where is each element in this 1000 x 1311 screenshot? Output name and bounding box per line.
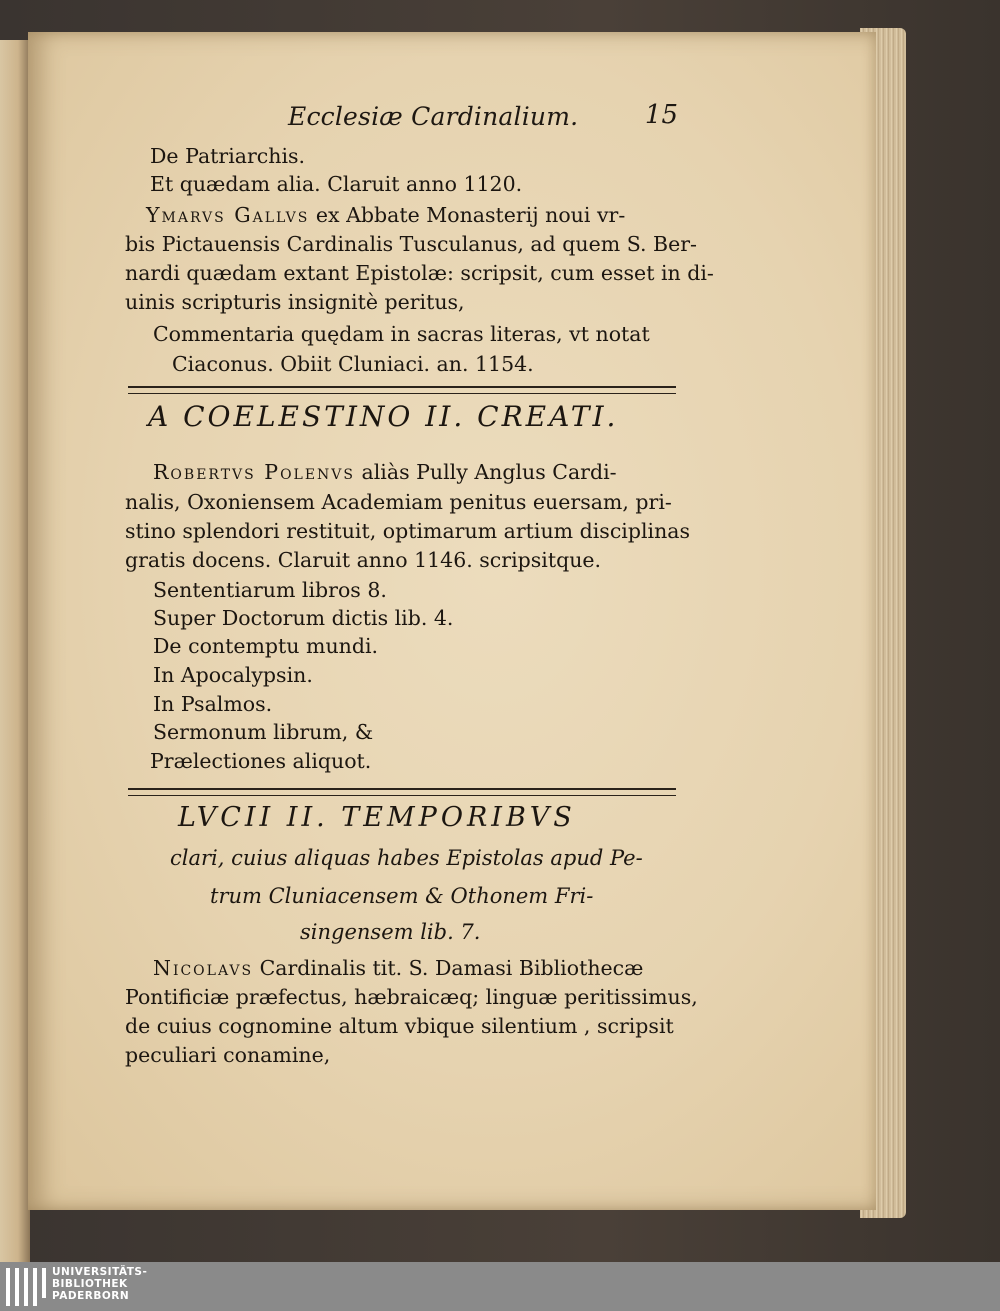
list-item: In Apocalypsin. — [153, 663, 313, 687]
list-item: Sententiarum libros 8. — [153, 578, 387, 602]
text-line: bis Pictauensis Cardinalis Tusculanus, ad quem S. Ber- — [125, 232, 697, 256]
entry-name: Ymarvs Gallvs — [146, 203, 310, 227]
entry-name: Nicolavs — [153, 956, 254, 980]
list-item: In Psalmos. — [153, 692, 273, 716]
text-line: gratis docens. Claruit anno 1146. scripsitque. — [125, 548, 602, 572]
text-line: Et quædam alia. Claruit anno 1120. — [150, 172, 523, 196]
text-line: peculiari conamine, — [125, 1043, 331, 1067]
library-logo-icon — [6, 1268, 46, 1306]
subheading-line: trum Cluniacensem & Othonem Fri- — [210, 884, 594, 908]
section-rule — [128, 386, 676, 394]
page-header — [118, 98, 678, 138]
text-line: nardi quædam extant Epistolæ: scripsit, cum esset in di- — [125, 261, 714, 285]
section-rule — [128, 788, 676, 796]
facing-page-edge — [0, 40, 30, 1262]
section-heading: A COELESTINO II. CREATI. — [148, 400, 619, 433]
text-line: nalis, Oxoniensem Academiam penitus euersam, pri- — [125, 490, 672, 514]
entry-robertus — [153, 460, 617, 484]
text-line: de cuius cognomine altum vbique silentium , scripsit — [125, 1014, 674, 1038]
entry-nicolaus — [153, 956, 643, 980]
list-item: Super Doctorum dictis lib. 4. — [153, 606, 454, 630]
library-name-line: UNIVERSITÄTS- — [52, 1266, 148, 1278]
text-line: Commentaria quędam in sacras literas, vt notat — [153, 322, 650, 346]
text-line: De Patriarchis. — [150, 144, 306, 168]
text-line: stino splendori restituit, optimarum artium disciplinas — [125, 519, 691, 543]
running-head: Ecclesiæ Cardinalium. — [288, 102, 579, 131]
list-item: De contemptu mundi. — [153, 634, 379, 658]
list-item: Sermonum librum, & — [153, 720, 374, 744]
library-name-line: PADERBORN — [52, 1290, 130, 1302]
entry-text: ex Abbate Monasterij noui vr- — [309, 203, 626, 227]
library-name-line: BIBLIOTHEK — [52, 1278, 128, 1290]
page-number: 15 — [644, 100, 678, 130]
section-heading: LVCII II. TEMPORIBVS — [178, 802, 576, 833]
entry-ymarus — [146, 203, 625, 227]
entry-text: Cardinalis tit. S. Damasi Bibliothecæ — [253, 956, 644, 980]
subheading-line: singensem lib. 7. — [300, 920, 481, 944]
library-name — [52, 1266, 147, 1302]
library-footer — [0, 1262, 1000, 1311]
subheading-line: clari, cuius aliquas habes Epistolas apud Pe- — [170, 846, 643, 870]
text-line: uinis scripturis insignitè peritus, — [125, 290, 465, 314]
text-line: Ciaconus. Obiit Cluniaci. an. 1154. — [172, 352, 534, 376]
text-line: Pontificiæ præfectus, hæbraicæq; linguæ peritissimus, — [125, 985, 698, 1009]
entry-text: aliàs Pully Anglus Cardi- — [355, 460, 617, 484]
list-item: Prælectiones aliquot. — [150, 749, 372, 773]
entry-name: Robertvs Polenvs — [153, 460, 356, 484]
